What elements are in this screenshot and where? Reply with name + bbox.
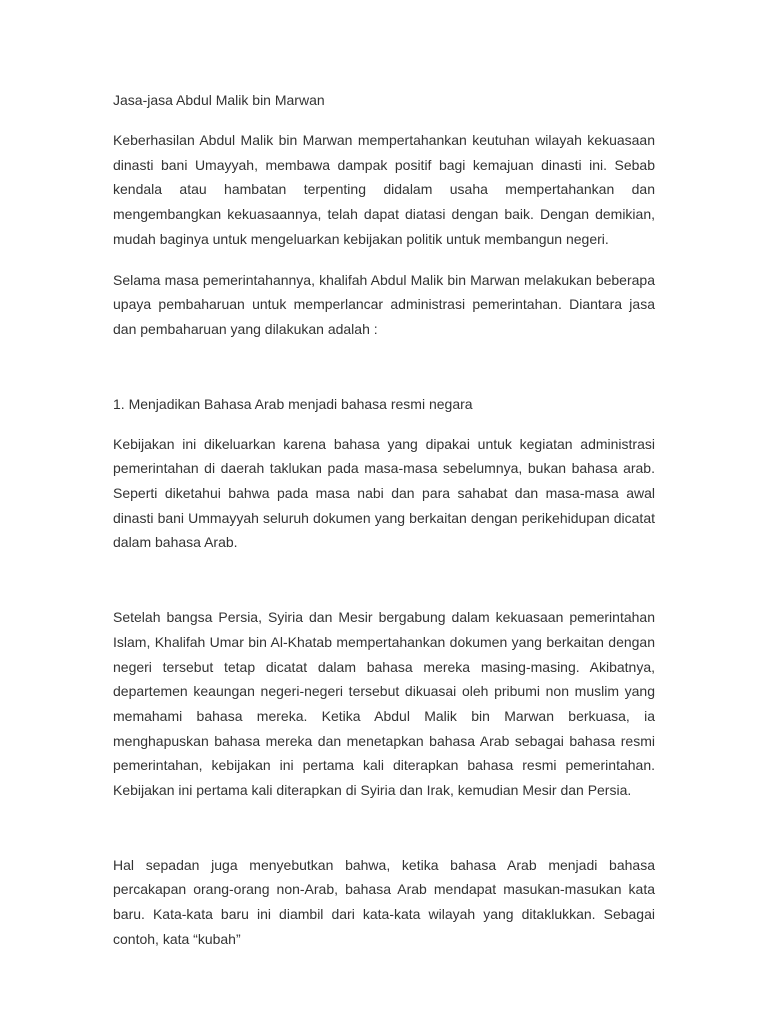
document-title: Jasa-jasa Abdul Malik bin Marwan [113, 92, 325, 108]
paragraph-5: Hal sepadan juga menyebutkan bahwa, ketika bahasa Arab menjadi bahasa percakapan orang-orang non-Arab, bahasa Arab mendapat masukan-masukan kata baru. Kata-kata baru ini diambil dari kata-kata wilayah yang ditaklukkan. Sebagai contoh, kata “kubah” [113, 856, 655, 947]
paragraph-3: Kebijakan ini dikeluarkan karena bahasa yang dipakai untuk kegiatan administrasi pemerintahan di daerah taklukan pada masa-masa sebelumnya, bukan bahasa arab. Seperti diketahui bahwa pada masa nabi dan para sahabat dan masa-masa awal dinasti bani Ummayyah seluruh dokumen yang berkaitan dengan perikehidupan dicatat dalam bahasa Arab. [113, 435, 655, 551]
paragraph-1: Keberhasilan Abdul Malik bin Marwan mempertahankan keutuhan wilayah kekuasaan dinasti bani Umayyah, membawa dampak positif bagi kemajuan dinasti ini. Sebab kendala atau hambatan terpenting didalam usaha mempertahankan dan mengembangkan kekuasaannya, telah dapat diatasi dengan baik. Dengan demikian, mudah baginya untuk mengeluarkan kebijakan politik untuk membangun negeri. [113, 132, 655, 247]
paragraph-4: Setelah bangsa Persia, Syiria dan Mesir bergabung dalam kekuasaan pemerintahan Islam, Khalifah Umar bin Al-Khatab mempertahankan dokumen yang berkaitan dengan negeri tersebut tetap dicatat dalam bahasa mereka masing-masing. Akibatnya, departemen keaungan negeri-negeri tersebut dikuasai oleh pribumi non muslim yang memahami bahasa mereka. Ketika Abdul Malik bin Marwan berkuasa, ia menghapuskan bahasa mereka dan menetapkan bahasa Arab sebagai bahasa resmi pemerintahan, kebijakan ini pertama kali diterapkan bahasa resmi pemerintahan. Kebijakan ini pertama kali diterapkan di Syiria dan Irak, kemudian Mesir dan Persia. [113, 609, 655, 799]
section-heading-1: 1. Menjadikan Bahasa Arab menjadi bahasa resmi negara [113, 395, 473, 412]
paragraph-2: Selama masa pemerintahannya, khalifah Abdul Malik bin Marwan melakukan beberapa upaya pembaharuan untuk memperlancar administrasi pemerintahan. Diantara jasa dan pembaharuan yang dilakukan adalah : [113, 271, 655, 337]
document-body [113, 88, 655, 952]
